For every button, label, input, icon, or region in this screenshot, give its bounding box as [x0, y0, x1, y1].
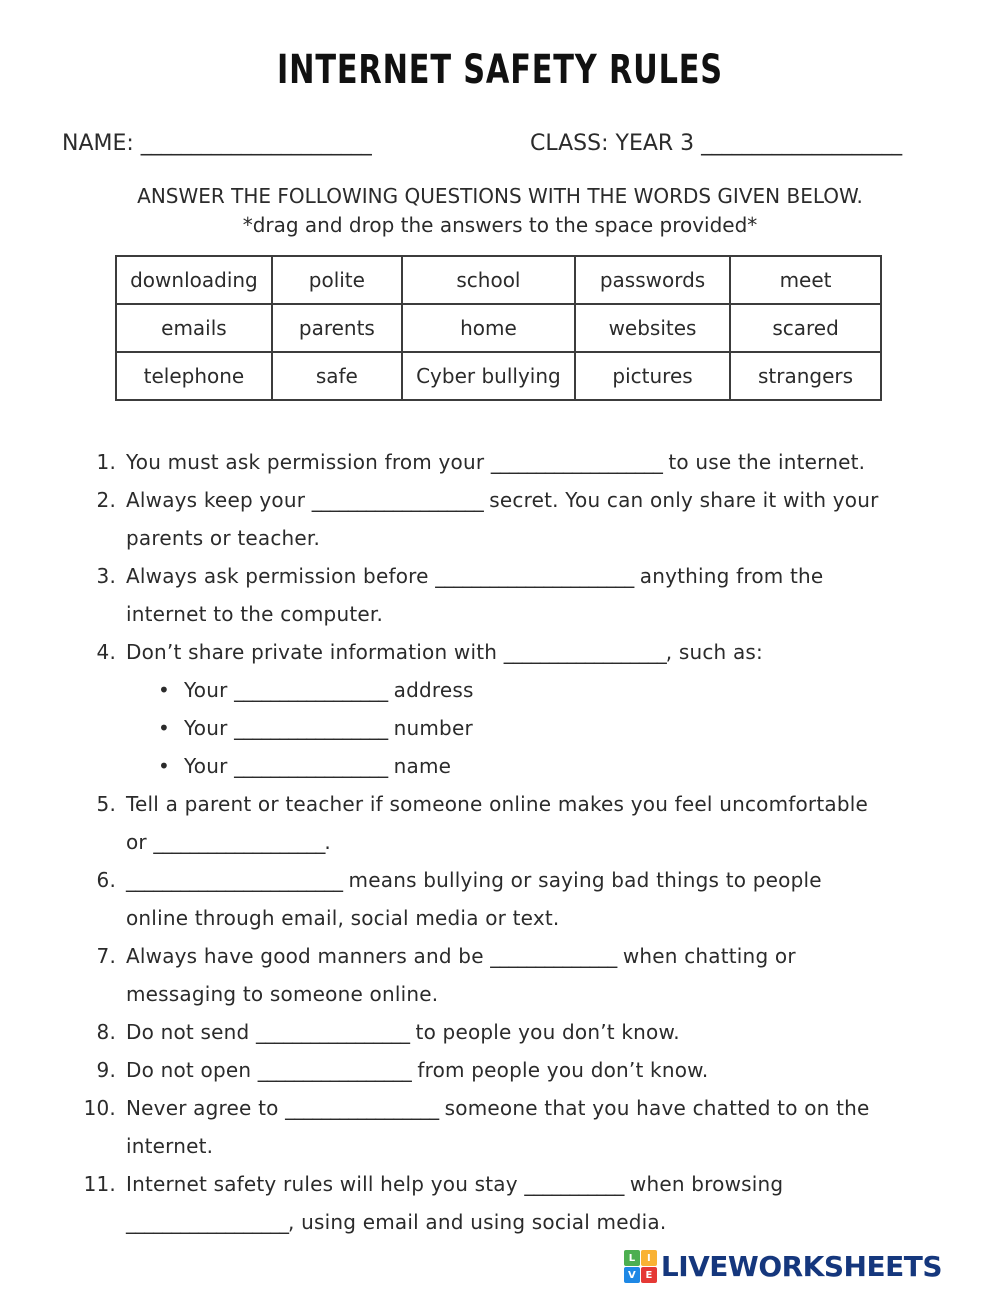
question-text: Your: [184, 716, 235, 740]
question-text: Internet safety rules will help you stay: [126, 1172, 525, 1196]
instructions: [0, 182, 1000, 240]
bullet-item: [126, 709, 960, 747]
question-text: address: [387, 678, 474, 702]
question-line: [126, 1089, 960, 1127]
bullet-icon: •: [158, 678, 170, 702]
question-number: 5.: [96, 792, 116, 816]
word-chip[interactable]: parents: [272, 304, 402, 352]
answer-blank[interactable]: __________________: [503, 640, 666, 664]
question-number: 9.: [96, 1058, 116, 1082]
question-body: [126, 1051, 960, 1089]
liveworksheets-logo: [624, 1250, 942, 1283]
question-number: 1.: [96, 450, 116, 474]
name-class-row: [62, 131, 938, 156]
question-text: Do not send: [126, 1020, 256, 1044]
question-line: [126, 481, 960, 519]
question-text: , using email and using social media.: [288, 1210, 667, 1234]
question-number: 10.: [83, 1096, 116, 1120]
liveworksheets-logo-icon: [624, 1250, 657, 1283]
question-body: [126, 557, 960, 633]
question-line: [126, 861, 960, 899]
answer-blank[interactable]: _________________: [234, 678, 388, 702]
word-chip[interactable]: downloading: [116, 256, 272, 304]
question-line: [126, 1203, 960, 1241]
word-chip[interactable]: scared: [730, 304, 881, 352]
question-text: someone that you have chatted to on the: [438, 1096, 870, 1120]
question-number: 6.: [96, 868, 116, 892]
question-text: .: [324, 830, 331, 854]
question-line: [126, 1013, 960, 1051]
question-line: [126, 785, 960, 823]
question-item: [68, 443, 960, 481]
question-item: [68, 633, 960, 785]
word-chip[interactable]: websites: [575, 304, 730, 352]
question-number: 3.: [96, 564, 116, 588]
question-line: [126, 823, 960, 861]
class-field: [530, 131, 901, 156]
name-label: NAME:: [62, 131, 141, 156]
word-chip[interactable]: pictures: [575, 352, 730, 400]
question-body: [126, 1165, 960, 1241]
answer-blank[interactable]: ___________________: [153, 830, 325, 854]
question-text: name: [387, 754, 452, 778]
question-text: anything from the: [633, 564, 824, 588]
question-text: You must ask permission from your: [126, 450, 491, 474]
question-line: [126, 975, 960, 1013]
question-text: internet.: [126, 1134, 214, 1158]
page-title: INTERNET SAFETY RULES: [276, 46, 723, 93]
question-number: 8.: [96, 1020, 116, 1044]
question-text: Tell a parent or teacher if someone online makes you feel uncomfortable: [126, 792, 869, 816]
question-line: [126, 899, 960, 937]
question-body: [126, 861, 960, 937]
answer-blank[interactable]: _________________: [234, 716, 388, 740]
question-item: [68, 557, 960, 633]
instructions-line2: *drag and drop the answers to the space provided*: [242, 213, 758, 237]
bullet-item: [126, 671, 960, 709]
question-body: [126, 1013, 960, 1051]
question-text: Your: [184, 754, 235, 778]
question-item: [68, 1013, 960, 1051]
question-body: [126, 1089, 960, 1165]
question-body: [126, 937, 960, 1013]
question-item: [68, 1165, 960, 1241]
bullet-icon: •: [158, 754, 170, 778]
question-text: Your: [184, 678, 235, 702]
question-text: to use the internet.: [661, 450, 866, 474]
answer-blank[interactable]: __________________: [126, 1210, 288, 1234]
question-number: 7.: [96, 944, 116, 968]
answer-blank[interactable]: ______________________: [435, 564, 634, 588]
answer-blank[interactable]: ___________________: [311, 488, 483, 512]
question-text: Do not open: [126, 1058, 258, 1082]
question-line: [126, 557, 960, 595]
bullet-item: [126, 747, 960, 785]
bullet-icon: •: [158, 716, 170, 740]
question-line: [126, 1051, 960, 1089]
class-label: CLASS: YEAR 3: [530, 131, 702, 156]
question-line: [126, 633, 960, 671]
question-text: Always keep your: [126, 488, 312, 512]
question-line: [126, 1127, 960, 1165]
question-text: from people you don’t know.: [410, 1058, 709, 1082]
logo-tile-l: L: [624, 1250, 640, 1266]
word-bank-body: [116, 256, 881, 400]
logo-tile-e: E: [641, 1267, 657, 1283]
word-chip[interactable]: passwords: [575, 256, 730, 304]
class-blank[interactable]: ____________________: [701, 131, 902, 156]
answer-blank[interactable]: ___________: [524, 1172, 624, 1196]
liveworksheets-logo-text: LIVEWORKSHEETS: [660, 1250, 942, 1283]
question-text: to people you don’t know.: [408, 1020, 680, 1044]
question-text: number: [387, 716, 473, 740]
question-text: means bullying or saying bad things to people: [342, 868, 822, 892]
word-chip[interactable]: meet: [730, 256, 881, 304]
question-body: [126, 633, 960, 785]
logo-tile-i: I: [641, 1250, 657, 1266]
question-text: parents or teacher.: [126, 526, 321, 550]
answer-blank[interactable]: _________________: [257, 1058, 411, 1082]
word-chip[interactable]: school: [402, 256, 575, 304]
question-body: [126, 785, 960, 861]
question-item: [68, 861, 960, 937]
word-chip[interactable]: home: [402, 304, 575, 352]
word-chip[interactable]: safe: [272, 352, 402, 400]
question-text: Always ask permission before: [126, 564, 436, 588]
answer-blank[interactable]: _________________: [285, 1096, 439, 1120]
word-chip[interactable]: polite: [272, 256, 402, 304]
question-text: secret. You can only share it with your: [482, 488, 879, 512]
word-chip[interactable]: strangers: [730, 352, 881, 400]
logo-tile-v: V: [624, 1267, 640, 1283]
question-text: Don’t share private information with: [126, 640, 504, 664]
answer-blank[interactable]: ___________________: [490, 450, 662, 474]
word-chip[interactable]: Cyber bullying: [402, 352, 575, 400]
name-blank[interactable]: _______________________: [140, 131, 371, 156]
question-number: 11.: [83, 1172, 116, 1196]
question-line: [126, 443, 960, 481]
answer-blank[interactable]: _________________: [234, 754, 388, 778]
question-text: or: [126, 830, 154, 854]
question-item: [68, 937, 960, 1013]
instructions-line1: ANSWER THE FOLLOWING QUESTIONS WITH THE WORDS GIVEN BELOW.: [137, 184, 863, 208]
question-line: [126, 519, 960, 557]
question-text: online through email, social media or text.: [126, 906, 560, 930]
name-field: [62, 131, 530, 156]
word-bank-table: [115, 255, 882, 401]
question-text: , such as:: [665, 640, 763, 664]
question-item: [68, 1051, 960, 1089]
answer-blank[interactable]: _________________: [255, 1020, 409, 1044]
question-number: 2.: [96, 488, 116, 512]
word-chip[interactable]: emails: [116, 304, 272, 352]
question-number: 4.: [96, 640, 116, 664]
word-bank-row: [116, 304, 881, 352]
question-text: Always have good manners and be: [126, 944, 491, 968]
question-body: [126, 481, 960, 557]
question-line: [126, 937, 960, 975]
question-text: messaging to someone online.: [126, 982, 439, 1006]
question-item: [68, 1089, 960, 1165]
word-bank-row: [116, 256, 881, 304]
question-body: [126, 443, 960, 481]
question-item: [68, 785, 960, 861]
question-text: Never agree to: [126, 1096, 286, 1120]
question-line: [126, 595, 960, 633]
question-text: when browsing: [623, 1172, 784, 1196]
question-text: when chatting or: [616, 944, 796, 968]
answer-blank[interactable]: ______________: [490, 944, 617, 968]
word-chip[interactable]: telephone: [116, 352, 272, 400]
question-text: internet to the computer.: [126, 602, 384, 626]
question-line: [126, 1165, 960, 1203]
question-item: [68, 481, 960, 557]
word-bank-row: [116, 352, 881, 400]
answer-blank[interactable]: ________________________: [126, 868, 342, 892]
questions-list: [68, 443, 960, 1241]
